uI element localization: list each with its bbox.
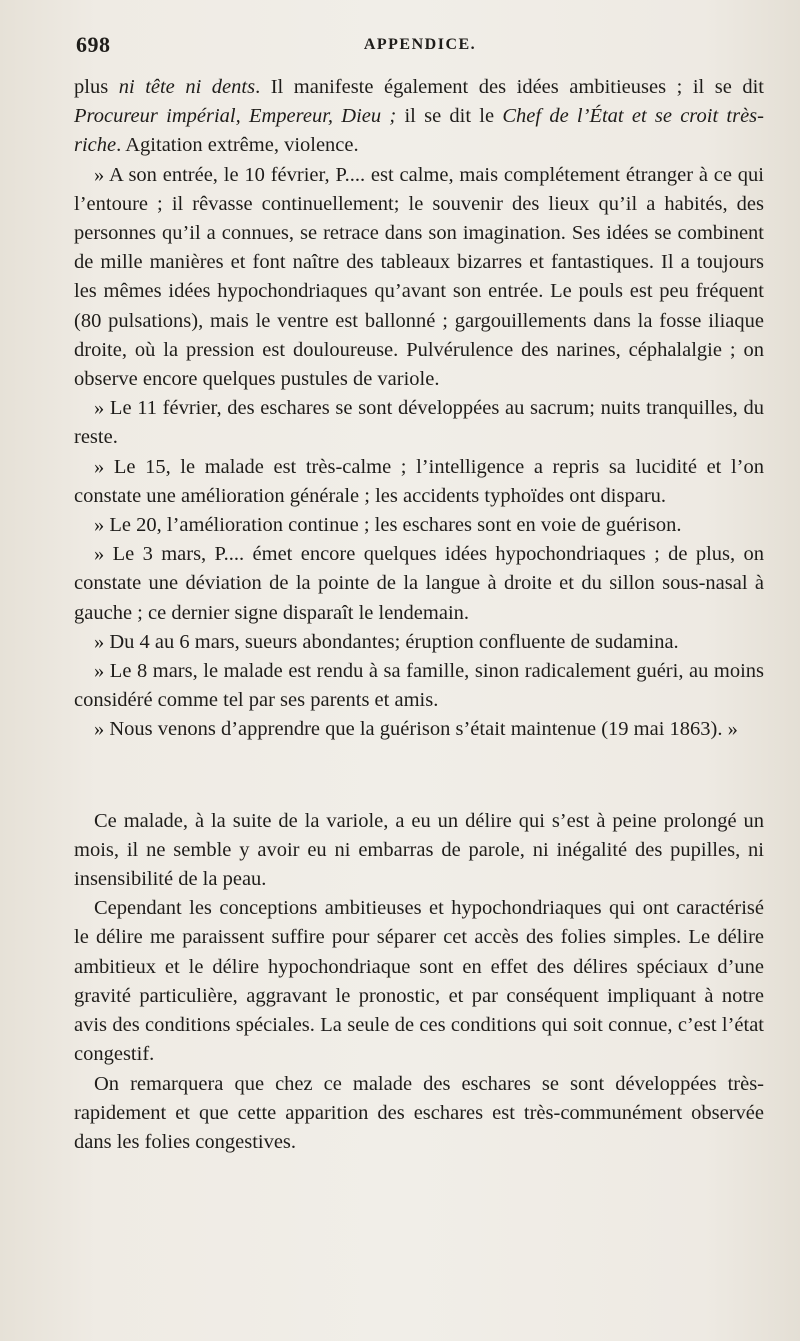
italic-text: Procureur impérial, Empereur, Dieu ;	[74, 105, 397, 128]
text-run: Ce malade, à la suite de la variole, a eu un délire qui s’est à peine prolongé un mois, il ne semble y avoir eu ni embarras de parole, ni inégalité des pupilles, ni insensibilité de la peau.	[74, 809, 764, 891]
italic-text: Chef de l’État et se croit très-riche	[74, 105, 764, 157]
paragraph	[74, 540, 764, 628]
text-run: Cependant les conceptions ambitieuses et hypochondriaques qui ont caractérisé le délire me paraissent suffire pour séparer cet accès des folies simples. Le délire ambitieux et le délire hypochondriaque sont en effet des délires spéciaux d’une gravité particulière, aggravant le pronostic, et par conséquent impliquant à notre avis des conditions spéciales. La seule de ces conditions qui soit connue, c’est l’état congestif.	[74, 897, 764, 1066]
text-run: On remarquera que chez ce malade des eschares se sont développées très-rapidement et que cette apparition des eschares est très-communément observée dans les folies congestives.	[74, 1072, 764, 1153]
italic-text: ni tête ni dents	[118, 76, 256, 98]
page-header	[76, 32, 764, 62]
paragraph	[74, 894, 764, 1069]
text-run: » Le 20, l’amélioration continue ; les eschares sont en voie de guérison.	[94, 514, 682, 537]
text-run: » Du 4 au 6 mars, sueurs abondantes; éruption confluente de sudamina.	[94, 630, 679, 653]
text-run: il se dit le	[396, 105, 503, 128]
paragraph	[74, 628, 764, 657]
paragraph	[74, 511, 764, 540]
page-number: 698	[76, 32, 111, 57]
running-head: APPENDICE.	[363, 36, 477, 53]
paragraph	[74, 657, 764, 715]
paragraph	[74, 394, 764, 452]
paragraph	[74, 715, 764, 744]
paragraph	[74, 161, 764, 395]
text-run: plus	[74, 76, 119, 98]
paragraph	[74, 453, 764, 511]
text-run: . Il manifeste également des idées ambitieuses ; il se dit	[255, 76, 764, 98]
paragraph	[74, 1070, 764, 1158]
paragraph	[74, 73, 764, 161]
text-run: » Le 15, le malade est très-calme ; l’intelligence a repris sa lucidité et l’on constate une amélioration générale ; les accidents typhoïdes ont disparu.	[74, 455, 764, 507]
text-run: » Le 8 mars, le malade est rendu à sa famille, sinon radicalement guéri, au moins considéré comme tel par ses parents et amis.	[74, 660, 764, 712]
text-run: » Le 3 mars, P.... émet encore quelques idées hypochondriaques ; de plus, on constate une déviation de la pointe de la langue à droite et du sillon sous-nasal à gauche ; ce dernier signe disparaît le lendemain.	[74, 543, 764, 624]
text-run: » A son entrée, le 10 février, P.... est calme, mais complétement étranger à ce qui l’entoure ; il rêvasse continuellement; le souvenir des lieux qu’il a habités, des personnes qu’il a connues, se retrace dans son imagination. Ses idées se combinent de mille manières et font naître des tableaux bizarres et fantastiques. Il a toujours les mêmes idées hypochondriaques qu’avant son entrée. Le pouls est peu fréquent (80 pulsations), mais le ventre est ballonné ; gargouillements dans la fosse iliaque droite, où la pression est douloureuse. Pulvérulence des narines, céphalalgie ; on observe encore quelques pustules de variole.	[74, 163, 764, 391]
text-run: » Le 11 février, des eschares se sont développées au sacrum; nuits tranquilles, du reste.	[74, 397, 764, 449]
body-text	[74, 73, 764, 1157]
paragraph	[74, 807, 764, 895]
text-run: » Nous venons d’apprendre que la guérison s’était maintenue (19 mai 1863). »	[94, 718, 738, 741]
text-run: . Agitation extrême, violence.	[116, 134, 359, 157]
